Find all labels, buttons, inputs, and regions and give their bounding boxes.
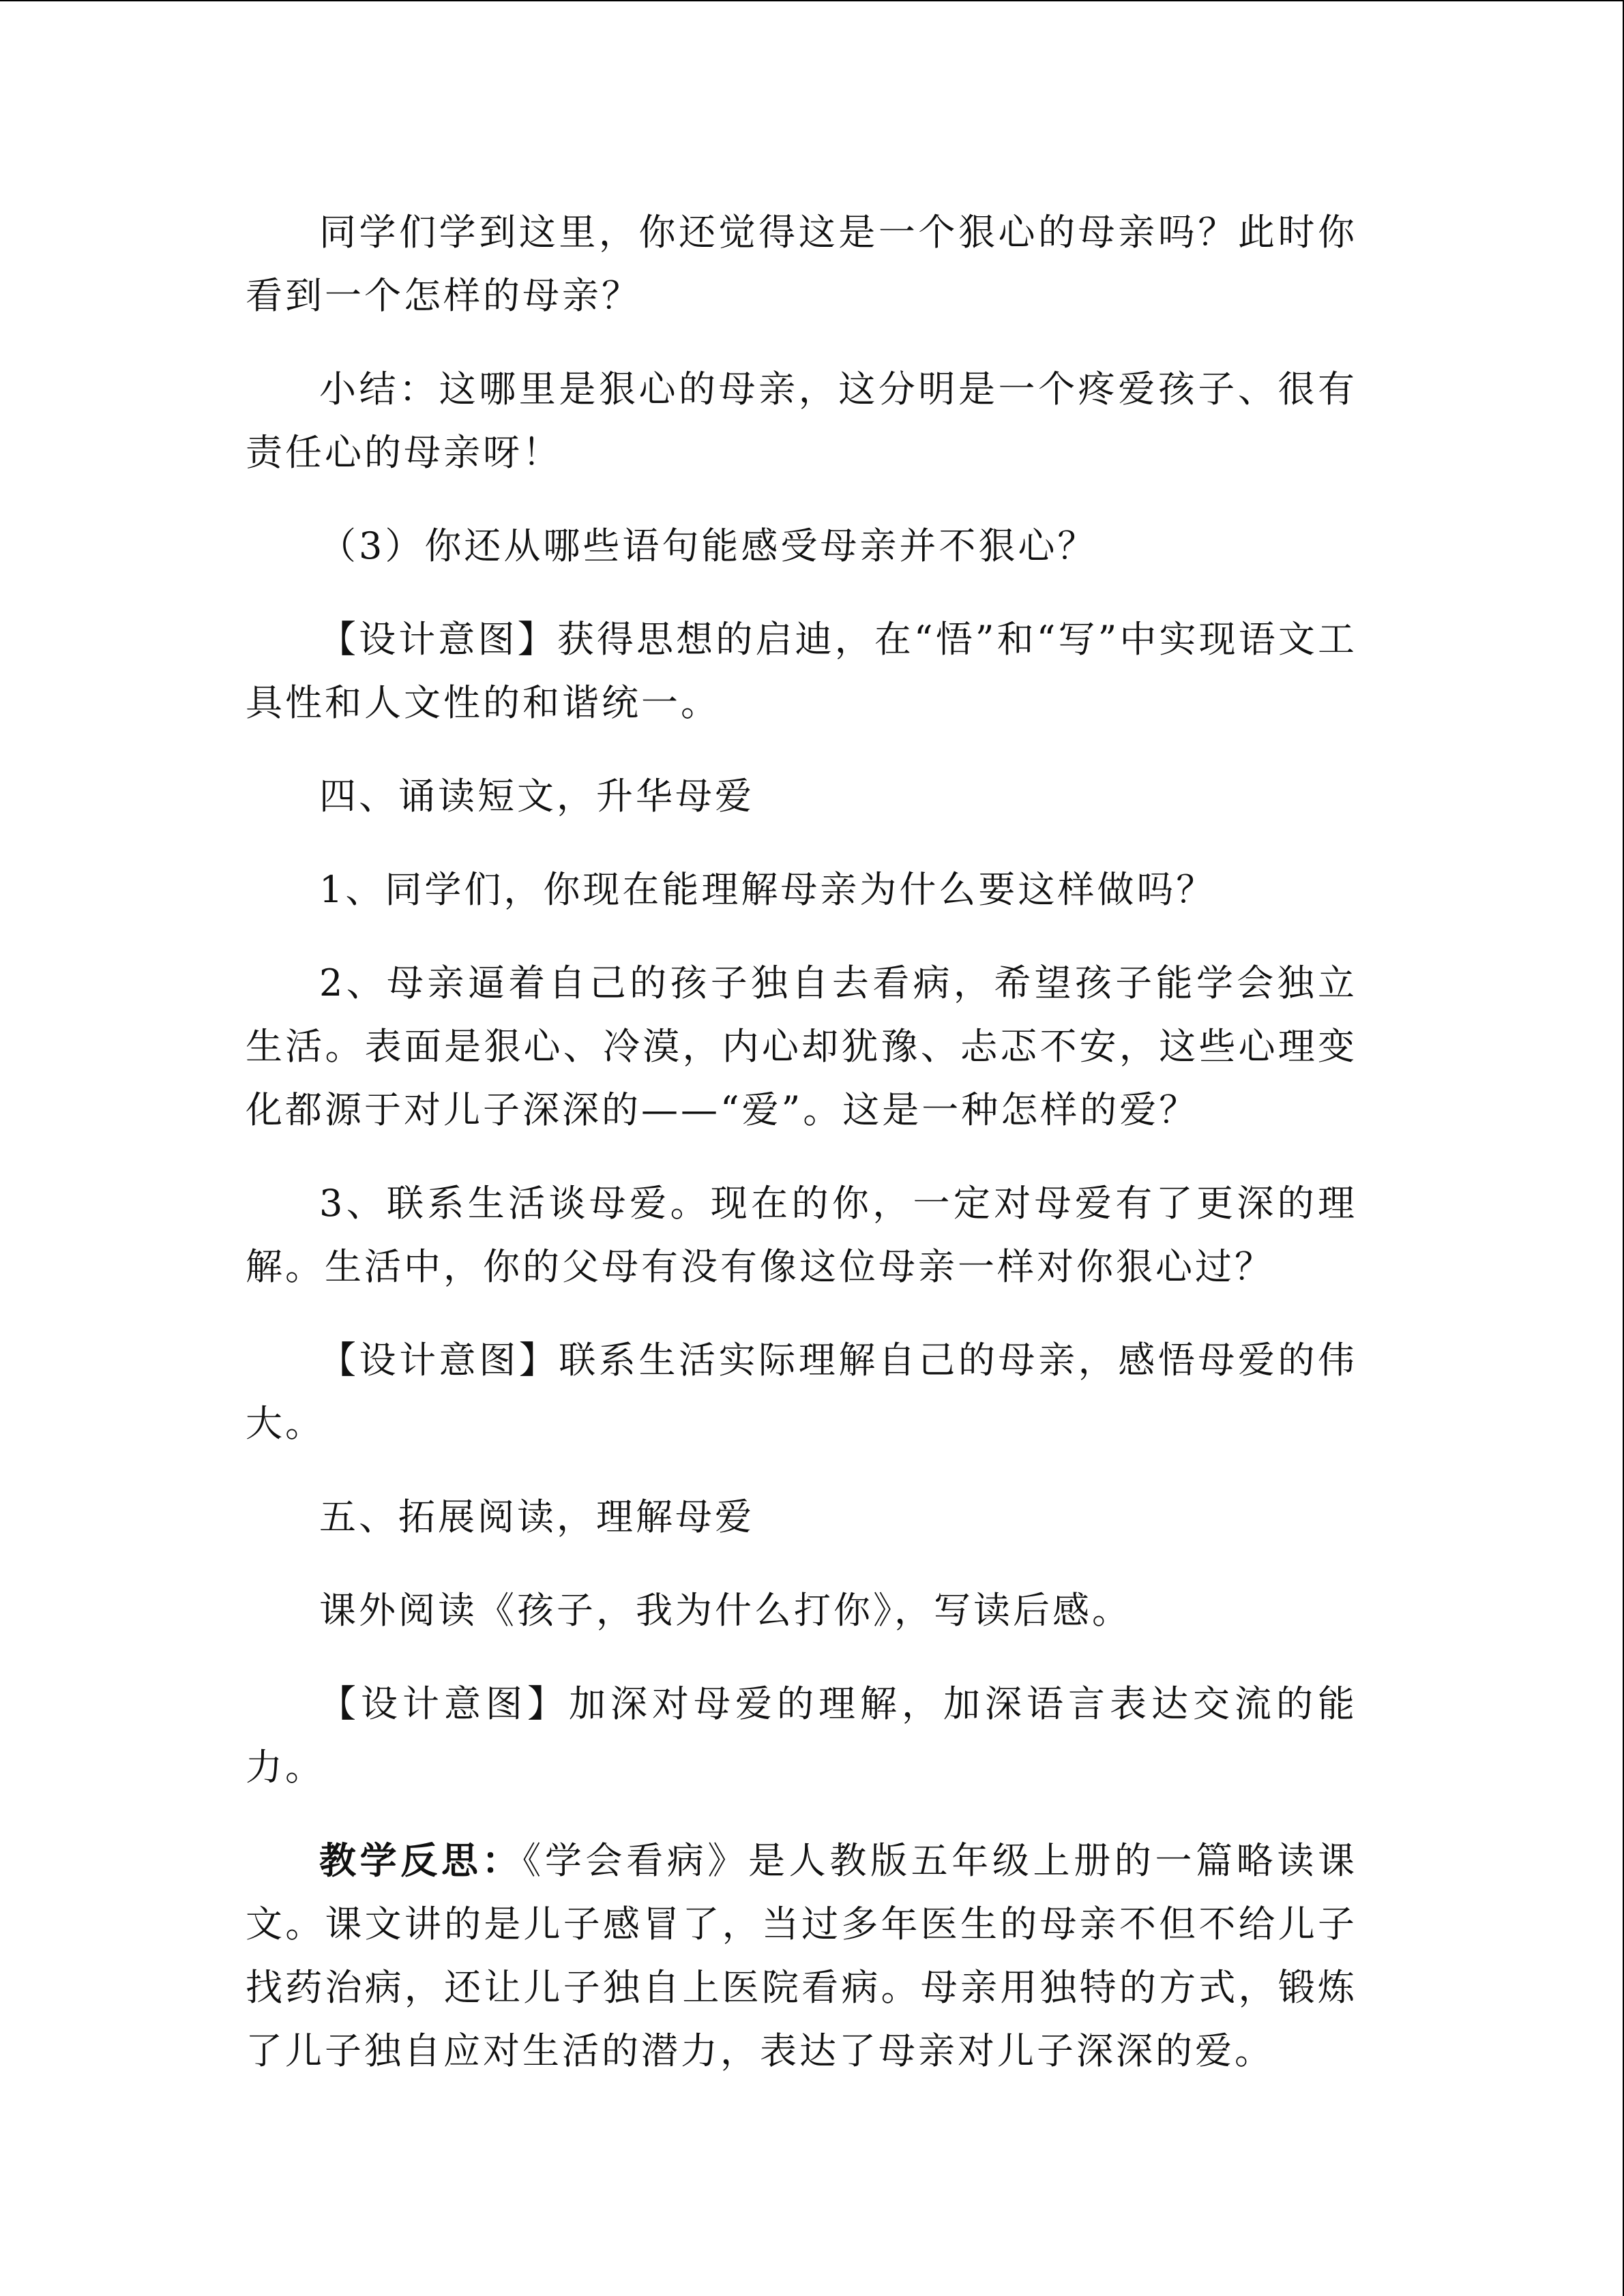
paragraph-9: 【设计意图】联系生活实际理解自己的母亲，感悟母爱的伟大。 xyxy=(246,1339,1357,1445)
document-body xyxy=(246,200,1357,2113)
paragraph-2: 小结：这哪里是狠心的母亲，这分明是一个疼爱孩子、很有责任心的母亲呀！ xyxy=(246,368,1357,474)
reflection-paragraph xyxy=(246,1829,1357,2083)
reflection-text: 《学会看病》是人教版五年级上册的一篇略读课文。课文讲的是儿子感冒了，当过多年医生的母亲不但不给儿子找药治病，还让儿子独自上医院看病。母亲用独特的方式，锻炼了儿子独自应对生活的潜力，表达了母亲对儿子深深的爱。 xyxy=(246,1839,1358,2072)
section-heading-5: 五、拓展阅读，理解母爱 xyxy=(319,1495,754,1538)
reflection-label: 教学反思： xyxy=(319,1838,523,1882)
paragraph-6: 1、同学们，你现在能理解母亲为什么要这样做吗？ xyxy=(319,868,1216,911)
paragraph-7: 2、母亲逼着自己的孩子独自去看病，希望孩子能学会独立生活。表面是狠心、冷漠，内心却犹豫、忐忑不安，这些心理变化都源于对儿子深深的——“爱”。这是一种怎样的爱？ xyxy=(246,961,1357,1131)
paragraph-4: 【设计意图】获得思想的启迪，在“悟”和“写”中实现语文工具性和人文性的和谐统一。 xyxy=(246,618,1357,724)
paragraph-1: 同学们学到这里，你还觉得这是一个狠心的母亲吗？此时你看到一个怎样的母亲？ xyxy=(246,211,1357,317)
paragraph-3: （3）你还从哪些语句能感受母亲并不狠心？ xyxy=(319,524,1097,567)
paragraph-12: 【设计意图】加深对母爱的理解，加深语言表达交流的能力。 xyxy=(246,1682,1357,1789)
paragraph-11: 课外阅读《孩子，我为什么打你》，写读后感。 xyxy=(319,1589,1132,1632)
paragraph-8: 3、联系生活谈母爱。现在的你，一定对母爱有了更深的理解。生活中，你的父母有没有像这位母亲一样对你狠心过？ xyxy=(246,1182,1357,1288)
section-heading-4: 四、诵读短文，升华母爱 xyxy=(319,775,754,818)
